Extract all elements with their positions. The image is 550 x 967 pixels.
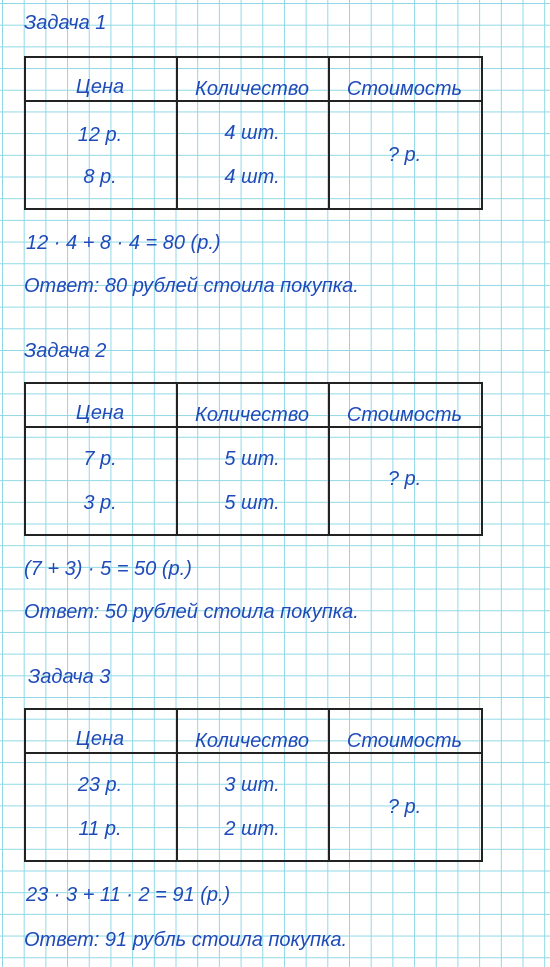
task-1-table bbox=[24, 56, 483, 210]
task-1-expression: 12 · 4 + 8 · 4 = 80 (р.) bbox=[26, 232, 221, 254]
header-quantity: Количество bbox=[195, 404, 309, 426]
cost-value: ? р. bbox=[387, 468, 422, 490]
task-1-title: Задача 1 bbox=[24, 12, 107, 34]
row-2-quantity: 4 шт. bbox=[224, 166, 280, 188]
row-2-quantity: 2 шт. bbox=[224, 818, 280, 840]
header-cost: Стоимость bbox=[346, 78, 463, 100]
cost-value: ? р. bbox=[387, 144, 422, 166]
header-price: Цена bbox=[75, 76, 125, 98]
task-3-table bbox=[24, 708, 483, 862]
task-2-table bbox=[24, 382, 483, 536]
task-1-answer: Ответ: 80 рублей стоила покупка. bbox=[24, 275, 359, 297]
row-1-price: 12 р. bbox=[77, 124, 123, 146]
header-cost: Стоимость bbox=[346, 404, 463, 426]
header-price: Цена bbox=[75, 402, 125, 424]
task-3-expression: 23 · 3 + 11 · 2 = 91 (р.) bbox=[26, 884, 231, 906]
row-2-price: 3 р. bbox=[83, 492, 117, 514]
row-1-price: 7 р. bbox=[83, 448, 117, 470]
header-price: Цена bbox=[75, 728, 125, 750]
task-3-title: Задача 3 bbox=[28, 666, 111, 688]
task-2-expression: (7 + 3) · 5 = 50 (р.) bbox=[24, 558, 192, 580]
row-2-quantity: 5 шт. bbox=[224, 492, 280, 514]
row-1-price: 23 р. bbox=[77, 774, 123, 796]
row-1-quantity: 3 шт. bbox=[224, 774, 280, 796]
task-3-answer: Ответ: 91 рубль стоила покупка. bbox=[24, 929, 348, 951]
row-2-price: 8 р. bbox=[83, 166, 117, 188]
cost-value: ? р. bbox=[387, 796, 422, 818]
row-2-price: 11 р. bbox=[78, 818, 122, 840]
header-quantity: Количество bbox=[195, 730, 309, 752]
task-2-answer: Ответ: 50 рублей стоила покупка. bbox=[24, 601, 359, 623]
header-quantity: Количество bbox=[195, 78, 309, 100]
task-2-title: Задача 2 bbox=[24, 340, 107, 362]
row-1-quantity: 5 шт. bbox=[224, 448, 280, 470]
row-1-quantity: 4 шт. bbox=[224, 122, 280, 144]
header-cost: Стоимость bbox=[346, 730, 463, 752]
